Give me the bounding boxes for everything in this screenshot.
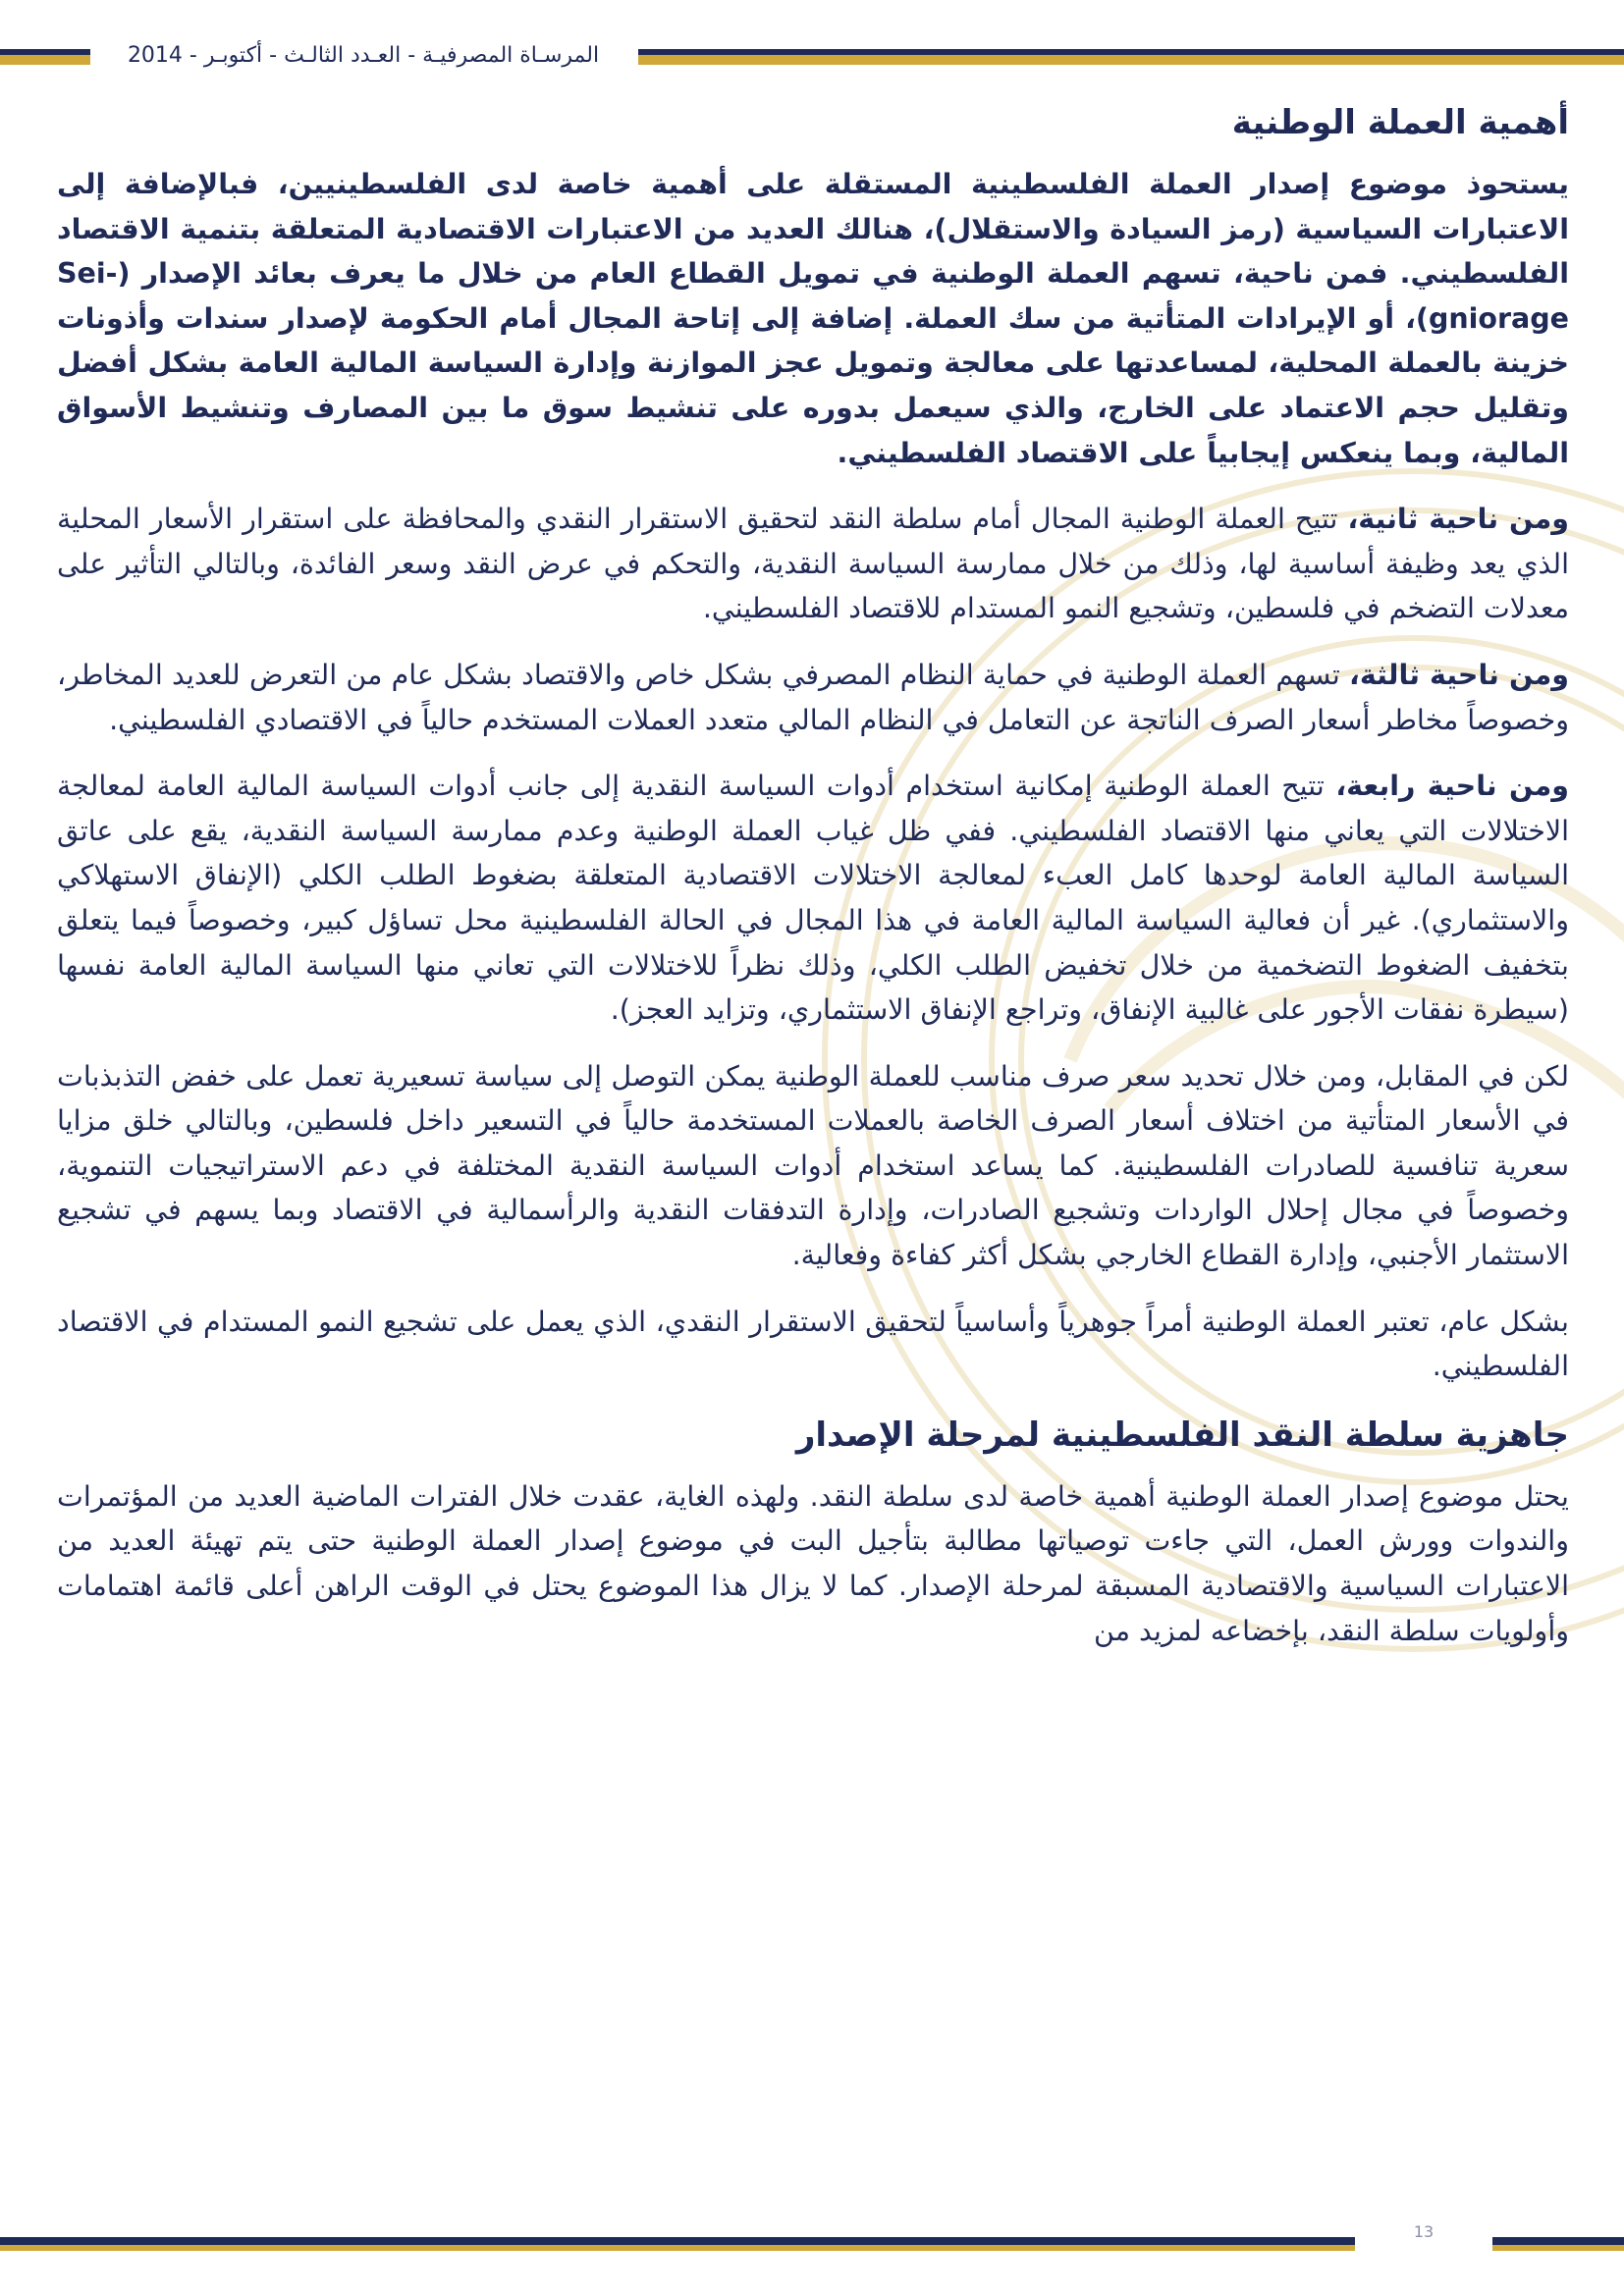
paragraph-text: تتيح العملة الوطنية إمكانية استخدام أدوات السياسة النقدية إلى جانب أدوات السياسة المالية العامة لمعالجة الاختلالات التي يعاني منها الاقتصاد الفلسطيني. ففي ظل غياب العملة الوطنية وعدم ممارسة السياسة النقدية، يقع على عاتق السياسة المالية العامة لوحدها كامل العبء لمعالجة الاختلالات الاقتصادية المتعلقة بضغوط الطلب الكلي (الإنفاق الاستهلاكي والاستثماري). غير أن فعالية السياسة المالية العامة في هذا المجال في الحالة الفلسطينية محل تساؤل كبير، وخصوصاً فيما يتعلق بتخفيف الضغوط التضخمية من خلال تخفيض الطلب الكلي، وذلك نظراً للاختلالات التي تعاني منها السياسة المالية العامة نفسها (سيطرة نفقات الأجور على غالبية الإنفاق، وتراجع الإنفاق الاستثماري، وتزايد العجز).: [57, 770, 1569, 1027]
paragraph-conclusion: بشكل عام، تعتبر العملة الوطنية أمراً جوهرياً وأساسياً لتحقيق الاستقرار النقدي، الذي يعمل على تشجيع النمو المستدام في الاقتصاد الفلسطيني.: [57, 1305, 1569, 1383]
section-title-readiness: جاهزية سلطة النقد الفلسطينية لمرحلة الإصدار: [795, 1415, 1569, 1455]
paragraph-third-aspect: [57, 653, 1569, 742]
paragraph-lead: ومن ناحية ثالثة،: [1349, 658, 1569, 691]
header-stripe-left: [0, 55, 90, 65]
header-stripe-right: [638, 55, 1624, 65]
section-title-national-currency: أهمية العملة الوطنية: [1231, 103, 1569, 142]
paragraph-intro: يستحوذ موضوع إصدار العملة الفلسطينية المستقلة على أهمية خاصة لدى الفلسطينيين، فبالإضافة إلى الاعتبارات السياسية (رمز السيادة والاستقلال)، هنالك العديد من الاعتبارات الاقتصادية المتعلقة بتنمية الاقتصاد الفلسطيني. فمن ناحية، تسهم العملة الوطنية في تمويل القطاع العام من خلال ما يعرف بعائد الإصدار (Sei-gniorage)، أو الإيرادات المتأتية من سك العملة. إضافة إلى إتاحة المجال أمام الحكومة لإصدار سندات وأذونات خزينة بالعملة المحلية، لمساعدتها على معالجة وتمويل عجز الموازنة وإدارة السياسة المالية العامة بشكل أفضل وتقليل حجم الاعتماد على الخارج، والذي سيعمل بدوره على تنشيط سوق ما بين المصارف وتنشيط الأسواق المالية، وبما ينعكس إيجابياً على الاقتصاد الفلسطيني.: [57, 168, 1569, 469]
article-body: [57, 98, 1569, 1675]
paragraph-exchange-rate: لكن في المقابل، ومن خلال تحديد سعر صرف مناسب للعملة الوطنية يمكن التوصل إلى سياسة تسعيرية تعمل على خفض التذبذبات في الأسعار المتأتية من اختلاف أسعار الصرف الخاصة بالعملات المستخدمة حالياً في التسعير داخل فلسطين، وبالتالي خلق مزايا سعرية تنافسية للصادرات الفلسطينية. كما يساعد استخدام أدوات السياسة النقدية المختلفة في دعم الاستراتيجيات التنموية، وخصوصاً في مجال إحلال الواردات وتشجيع الصادرات، وإدارة التدفقات النقدية والرأسمالية في الاقتصاد وبما يسهم في تشجيع الاستثمار الأجنبي، وإدارة القطاع الخارجي بشكل أكثر كفاءة وفعالية.: [57, 1059, 1569, 1272]
paragraph-text: تتيح العملة الوطنية المجال أمام سلطة النقد لتحقيق الاستقرار النقدي والمحافظة على استقرار الأسعار المحلية الذي يعد وظيفة أساسية لها، وذلك من خلال ممارسة السياسة النقدية، والتحكم في عرض النقد وسعر الفائدة، وبالتالي التأثير على معدلات التضخم في فلسطين، وتشجيع النمو المستدام للاقتصاد الفلسطيني.: [57, 503, 1569, 625]
footer-stripe-left: [0, 2237, 1355, 2245]
running-header: المرسـاة المصرفيـة - العـدد الثالـث - أكتوبـر - 2014: [127, 43, 600, 68]
paragraph-readiness: يحتل موضوع إصدار العملة الوطنية أهمية خاصة لدى سلطة النقد. ولهذه الغاية، عقدت خلال الفترات الماضية العديد من المؤتمرات والندوات وورش العمل، التي جاءت توصياتها مطالبة بتأجيل البت في موضوع إصدار العملة الوطنية حتى يتم تهيئة العديد من الاعتبارات السياسية والاقتصادية المسبقة لمرحلة الإصدار. كما لا يزال هذا الموضوع يحتل في الوقت الراهن أعلى قائمة اهتمامات وأولويات سلطة النقد، بإخضاعه لمزيد من: [57, 1479, 1569, 1647]
paragraph-lead: ومن ناحية رابعة،: [1335, 770, 1569, 803]
paragraph-text: تسهم العملة الوطنية في حماية النظام المصرفي بشكل خاص والاقتصاد بشكل عام من التعرض للعديد المخاطر، وخصوصاً مخاطر أسعار الصرف الناتجة عن التعامل في النظام المالي متعدد العملات المستخدم حالياً في الاقتصادي الفلسطيني.: [57, 658, 1569, 736]
page-number: 13: [1413, 2222, 1435, 2241]
paragraph-lead: ومن ناحية ثانية،: [1347, 503, 1569, 536]
footer-stripe-right: [1492, 2237, 1624, 2245]
paragraph-fourth-aspect: [57, 764, 1569, 1033]
paragraph-second-aspect: [57, 497, 1569, 631]
